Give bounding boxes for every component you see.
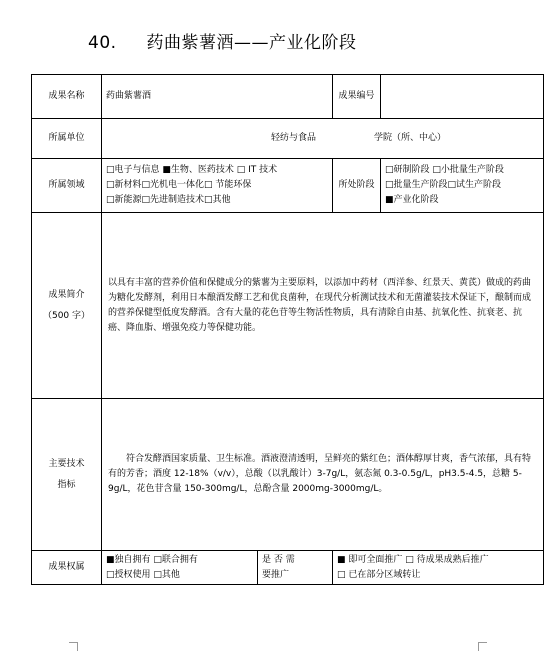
promo-options <box>333 551 544 585</box>
promo-options-line2[interactable]: □ 已在部分区域转让 <box>337 569 421 580</box>
field-option-biomed[interactable]: ■生物、医药技术 <box>162 165 234 175</box>
achievement-form-table <box>31 74 544 585</box>
row-rights <box>32 551 544 585</box>
stage-option-line3[interactable]: ■产业化阶段 <box>385 195 439 205</box>
rights-options-line1[interactable]: ■独自拥有 □联合拥有 <box>106 554 198 565</box>
stage-option-line2[interactable]: □批量生产阶段□试生产阶段 <box>385 180 502 190</box>
row-intro <box>32 213 544 399</box>
stage-option-line1[interactable]: □研制阶段 □小批量生产阶段 <box>385 165 504 175</box>
name-value: 药曲紫薯酒 <box>102 75 333 119</box>
field-option-materials[interactable]: □新材料□光机电一体化□ <box>106 180 213 190</box>
field-options-line1 <box>106 163 328 178</box>
tech-label: 主要技术 <box>48 458 85 469</box>
stage-label: 所处阶段 <box>333 159 381 213</box>
field-option-energy-saving[interactable]: 节能环保 <box>215 180 252 190</box>
field-option-it[interactable]: □ IT 技术 <box>236 165 278 175</box>
rights-options-line2[interactable]: □授权使用 □其他 <box>106 569 180 580</box>
intro-label: 成果简介 <box>48 289 85 300</box>
promo-label-line2: 要推广 <box>262 569 290 580</box>
name-label: 成果名称 <box>32 75 102 119</box>
promo-options-line1[interactable]: ■ 即可全面推广 □ 待成果成熟后推广 <box>337 554 489 565</box>
row-name <box>32 75 544 119</box>
field-options-line2 <box>106 178 328 193</box>
field-options <box>102 159 333 213</box>
tech-label-cell <box>32 399 102 551</box>
unit-value: 轻纺与食品 <box>270 133 316 143</box>
rights-options <box>102 551 258 585</box>
page-corner-mark-right <box>478 642 487 651</box>
row-tech <box>32 399 544 551</box>
promo-label-line1: 是 否 需 <box>262 554 295 565</box>
promo-label-cell <box>258 551 333 585</box>
row-field <box>32 159 544 213</box>
section-title-text: 药曲紫薯酒——产业化阶段 <box>146 33 357 53</box>
field-label: 所属领域 <box>32 159 102 213</box>
rights-label: 成果权属 <box>32 551 102 585</box>
section-number: 40. <box>88 33 117 53</box>
section-title <box>88 28 357 53</box>
field-option-electronics[interactable]: □电子与信息 <box>106 165 160 175</box>
page-corner-mark-left <box>69 642 78 651</box>
stage-options <box>381 159 544 213</box>
unit-label: 所属单位 <box>32 119 102 159</box>
code-label: 成果编号 <box>333 75 381 119</box>
tech-label2: 指标 <box>57 479 76 490</box>
unit-value-cell <box>102 119 544 159</box>
field-options-line3 <box>106 193 328 208</box>
field-option-newenergy[interactable]: □新能源□先进制造技术□其他 <box>106 195 231 205</box>
row-unit <box>32 119 544 159</box>
intro-sublabel: （500 字） <box>42 310 91 321</box>
tech-text: 符合发酵酒国家质量、卫生标准。酒液澄清透明，呈鲜亮的紫红色；酒体醇厚甘爽，香气浓郁，具有特有的芳香；酒度 12-18%（v/v），总酸（以乳酸计）3-7g/L，氨态氮 0.3-0.5g/L，pH3.5-4.5，总糖 5-9g/L，花色苷含量 150-300mg/L，总酚含量 2000mg-3000mg/L。 <box>102 399 544 551</box>
unit-suffix: 学院（所、中心） <box>374 133 447 143</box>
intro-label-cell <box>32 213 102 399</box>
code-value <box>381 75 544 119</box>
intro-text: 以具有丰富的营养价值和保健成分的紫薯为主要原料，以添加中药材（西洋参、红景天、黄芪）做成的药曲为糖化发酵剂，利用日本酿酒发酵工艺和优良菌种，在现代分析测试技术和无菌灌装技术保证下，酿制而成的营养保健型低度发酵酒。含有大量的花色苷等生物活性物质，具有清除自由基、抗氧化性、抗衰老、抗癌、降血脂、增强免疫力等保健功能。 <box>102 213 544 399</box>
